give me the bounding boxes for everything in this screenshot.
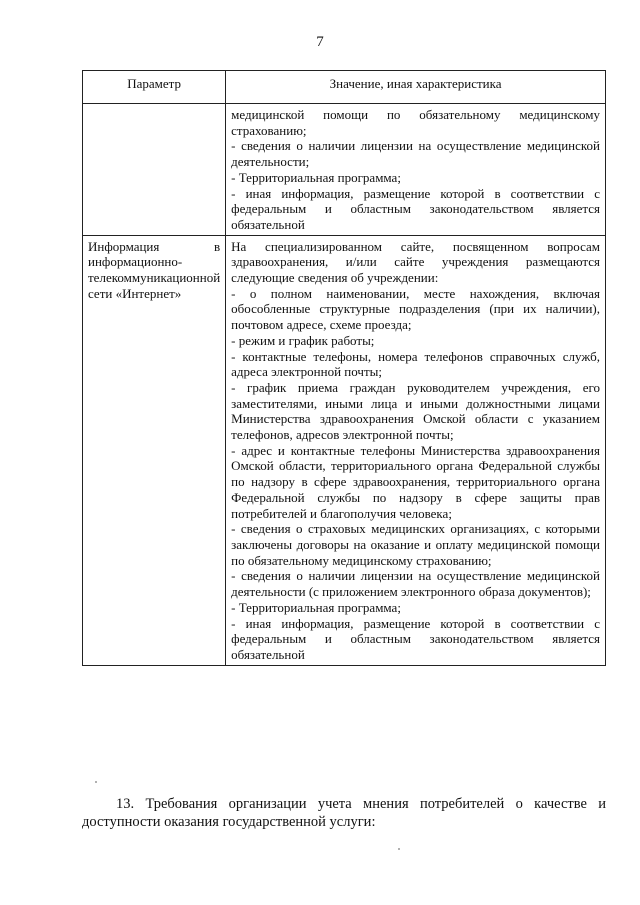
value-line: - сведения о наличии лицензии на осуществление медицинской деятельности (с приложением электронного образа документов); <box>231 568 600 600</box>
table-header-row <box>83 71 606 104</box>
value-line: - режим и график работы; <box>231 332 375 348</box>
requirements-table <box>82 70 606 666</box>
value-line: - о полном наименовании, месте нахождения, включая обособленные структурные подразделения (при их наличии), почтовом адресе, схеме проезда; <box>231 285 600 333</box>
value-line: - адрес и контактные телефоны Министерства здравоохранения Омской области, территориального органа Федеральной службы по надзору в сфере здравоохранения, территориального органа Федеральной службы по надзору в сфере защиты прав потребителей и благополучия человека; <box>231 442 600 521</box>
param-text: Информация в информационно-телекоммуникационной сети «Интернет» <box>88 238 221 301</box>
table-row <box>83 235 606 665</box>
header-value: Значение, иная характеристика <box>226 71 606 104</box>
value-cell <box>226 104 606 236</box>
value-line: - сведения о страховых медицинских организациях, с которыми заключены договоры на оказание и оплату медицинской помощи по обязательному медицинскому страхованию; <box>231 521 600 568</box>
value-line: - Территориальная программа; <box>231 599 401 615</box>
param-cell <box>83 235 226 665</box>
value-line: - график приема граждан руководителем учреждения, его заместителями, иными лица и иными должностными лицами Министерства здравоохранения Омской области с указанием телефонов, адресов электронной почты; <box>231 379 600 443</box>
table-row <box>83 104 606 236</box>
scan-speck <box>95 781 97 783</box>
header-param: Параметр <box>83 71 226 104</box>
value-line: - контактные телефоны, номера телефонов справочных служб, адреса электронной почты; <box>231 348 600 380</box>
value-line: - сведения о наличии лицензии на осуществление медицинской деятельности; <box>231 138 600 170</box>
value-line: - Территориальная программа; <box>231 169 401 185</box>
page-number: 7 <box>316 34 324 50</box>
param-cell <box>83 104 226 236</box>
value-cell <box>226 235 606 665</box>
section-13-paragraph: 13. Требования организации учета мнения потребителей о качестве и доступности оказания государственной услуги: <box>82 796 606 830</box>
scan-speck <box>398 848 400 850</box>
value-line: - иная информация, размещение которой в соответствии с федеральным и областным законодательством является обязательной <box>231 185 600 232</box>
value-line: На специализированном сайте, посвященном вопросам здравоохранения, и/или сайте учреждения размещаются следующие сведения об учреждении: <box>231 238 600 286</box>
value-line: медицинской помощи по обязательному медицинскому страхованию; <box>231 107 600 138</box>
value-line: - иная информация, размещение которой в соответствии с федеральным и областным законодательством является обязательной <box>231 615 600 662</box>
